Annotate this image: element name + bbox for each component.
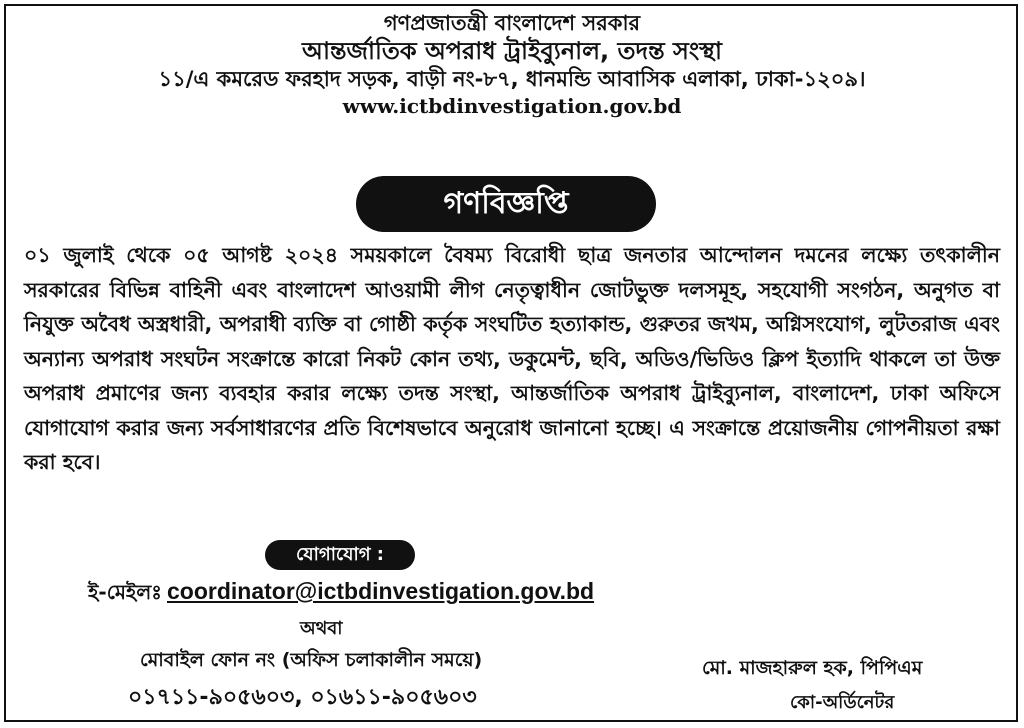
- letterhead: [0, 10, 1024, 119]
- or-text: অথবা: [300, 618, 343, 639]
- signatory-name: মো. মাজহারুল হক, পিপিএম: [702, 657, 923, 679]
- phone-numbers: ০১৭১১-৯০৫৬০৩, ০১৬১১-৯০৫৬০৩: [128, 685, 477, 710]
- notice-title: গণবিজ্ঞপ্তি: [356, 176, 656, 232]
- signatory-title: কো-অর্ডিনেটর: [790, 692, 895, 713]
- organization-title: আন্তর্জাতিক অপরাধ ট্রাইব্যুনাল, তদন্ত সংস্থা: [301, 37, 723, 66]
- government-title: গণপ্রজাতন্ত্রী বাংলাদেশ সরকার: [383, 11, 641, 35]
- mobile-label: মোবাইল ফোন নং (অফিস চলাকালীন সময়ে): [140, 649, 483, 671]
- contact-heading: যোগাযোগ :: [265, 540, 415, 570]
- address: ১১/এ কমরেড ফরহাদ সড়ক, বাড়ী নং-৮৭, ধানমন্ডি আবাসিক এলাকা, ঢাকা-১২০৯।: [158, 67, 866, 92]
- email-row: [88, 578, 594, 611]
- email-link[interactable]: coordinator@ictbdinvestigation.gov.bd: [167, 578, 595, 604]
- notice-body: ০১ জুলাই থেকে ০৫ আগষ্ট ২০২৪ সময়কালে বৈষম্য বিরোধী ছাত্র জনতার আন্দোলন দমনের লক্ষ্যে তৎকালীন সরকারের বিভিন্ন বাহিনী এবং বাংলাদেশ আওয়ামী লীগ নেতৃত্বাধীন জোটভুক্ত দলসমূহ, সহযোগী সংগঠন, অনুগত বা নিযুক্ত অবৈধ অস্ত্রধারী, অপরাধী ব্যক্তি বা গোষ্ঠী কর্তৃক সংঘটিত হত্যাকান্ড, গুরুতর জখম, অগ্নিসংযোগ, লুটতরাজ এবং অন্যান্য অপরাধ সংঘটন সংক্রান্তে কারো নিকট কোন তথ্য, ডকুমেন্ট, ছবি, অডিও/ভিডিও ক্লিপ ইত্যাদি থাকলে তা উক্ত অপরাধ প্রমাণের জন্য ব্যবহার করার লক্ষ্যে তদন্ত সংস্থা, আন্তর্জাতিক অপরাধ ট্রাইব্যুনাল, বাংলাদেশ, ঢাকা অফিসে যোগাযোগ করার জন্য সর্বসাধারণের প্রতি বিশেষভাবে অনুরোধ জানানো হচ্ছে। এ সংক্রান্তে প্রয়োজনীয় গোপনীয়তা রক্ষা করা হবে।: [24, 243, 1000, 474]
- website-link[interactable]: www.ictbdinvestigation.gov.bd: [342, 93, 682, 118]
- email-label: ই-মেইলঃ: [88, 580, 162, 604]
